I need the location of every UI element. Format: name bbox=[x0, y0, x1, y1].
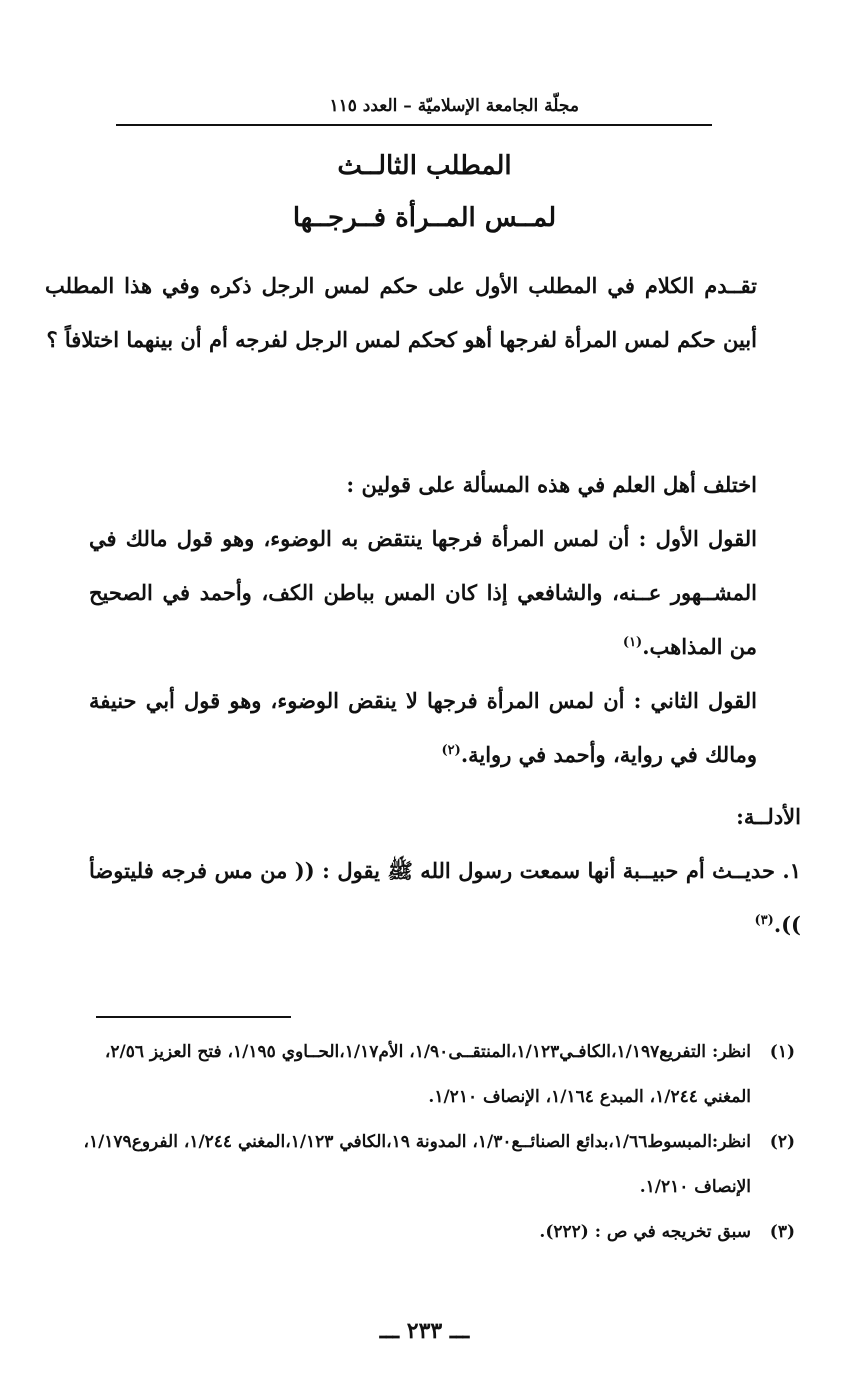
running-header: مجلّة الجامعة الإسلاميّة – العدد ١١٥ bbox=[329, 96, 579, 116]
evidence-1-text: ١. حديــث أم حبيــبة أنها سمعت رسول الله ﷺ يقول : (( من مس فرجه فليتوضأ )). bbox=[89, 858, 801, 937]
footnote-2-number: (٢) bbox=[769, 1132, 795, 1152]
opinions-section bbox=[89, 458, 801, 782]
header-rule bbox=[116, 124, 712, 126]
intro-paragraph bbox=[45, 259, 801, 367]
footnote-ref-3[interactable]: (٣) bbox=[754, 913, 774, 928]
footnote-rule bbox=[96, 1016, 291, 1018]
section-title bbox=[0, 140, 849, 244]
opinion-1-text: القول الأول : أن لمس المرأة فرجها ينتقض به الوضوء، وهو قول مالك في المشــهور عــنه، والشافعي إذا كان المس بباطن الكف، وأحمد في الصحيح من المذاهب. bbox=[89, 526, 757, 659]
disagreement-text: اختلف أهل العلم في هذه المسألة على قولين : bbox=[346, 472, 757, 497]
footnote-1-text: انظر: التفريع١/١٩٧،الكافـي١/١٢٣،المنتقــى١/٩٠، الأم١/١٧،الحــاوي ١/١٩٥، فتح العزيز ٢/٥٦، المغني ١/٢٤٤، المبدع ١/١٦٤، الإنصاف ١/٢١٠. bbox=[104, 1042, 751, 1107]
footnote-ref-2[interactable]: (٢) bbox=[441, 743, 461, 758]
opinion-2-text: القول الثاني : أن لمس المرأة فرجها لا ينقض الوضوء، وهو قول أبي حنيفة ومالك في رواية، وأحمد في رواية. bbox=[89, 688, 757, 767]
evidence-heading: الأدلــة: bbox=[736, 804, 801, 829]
footnote-1 bbox=[79, 1030, 795, 1120]
intro-text: تقــدم الكلام في المطلب الأول على حكم لمس الرجل ذكره وفي هذا المطلب أبين حكم لمس المرأة لفرجها أهو كحكم لمس الرجل لفرجه أم أن بينهما اختلافاً ؟ bbox=[45, 273, 757, 352]
footnote-ref-1[interactable]: (١) bbox=[622, 635, 643, 650]
footnote-2-text: انظر:المبسوط١/٦٦،بدائع الصنائــع١/٣٠، المدونة ١٩،الكافي ١/١٢٣،المغني ١/٢٤٤، الفروع١/١٧٩، الإنصاف ١/٢١٠. bbox=[83, 1132, 751, 1197]
footnote-2 bbox=[79, 1120, 795, 1210]
evidence-section bbox=[89, 790, 801, 952]
page-number: ـــ ٢٣٣ ـــ bbox=[379, 1318, 470, 1344]
section-title-line1: المطلب الثالــث bbox=[337, 151, 512, 181]
footnote-3-text: سبق تخريجه في ص : (٢٢٢). bbox=[539, 1222, 751, 1242]
footnote-3-number: (٣) bbox=[769, 1222, 795, 1242]
opinion-2 bbox=[89, 674, 801, 782]
footnotes bbox=[79, 1030, 795, 1255]
footnote-1-number: (١) bbox=[769, 1042, 795, 1062]
section-title-line2: لمــس المــرأة فــرجــها bbox=[292, 203, 557, 233]
opinion-1 bbox=[89, 512, 801, 674]
evidence-1 bbox=[89, 844, 801, 952]
footnote-3 bbox=[79, 1210, 795, 1255]
